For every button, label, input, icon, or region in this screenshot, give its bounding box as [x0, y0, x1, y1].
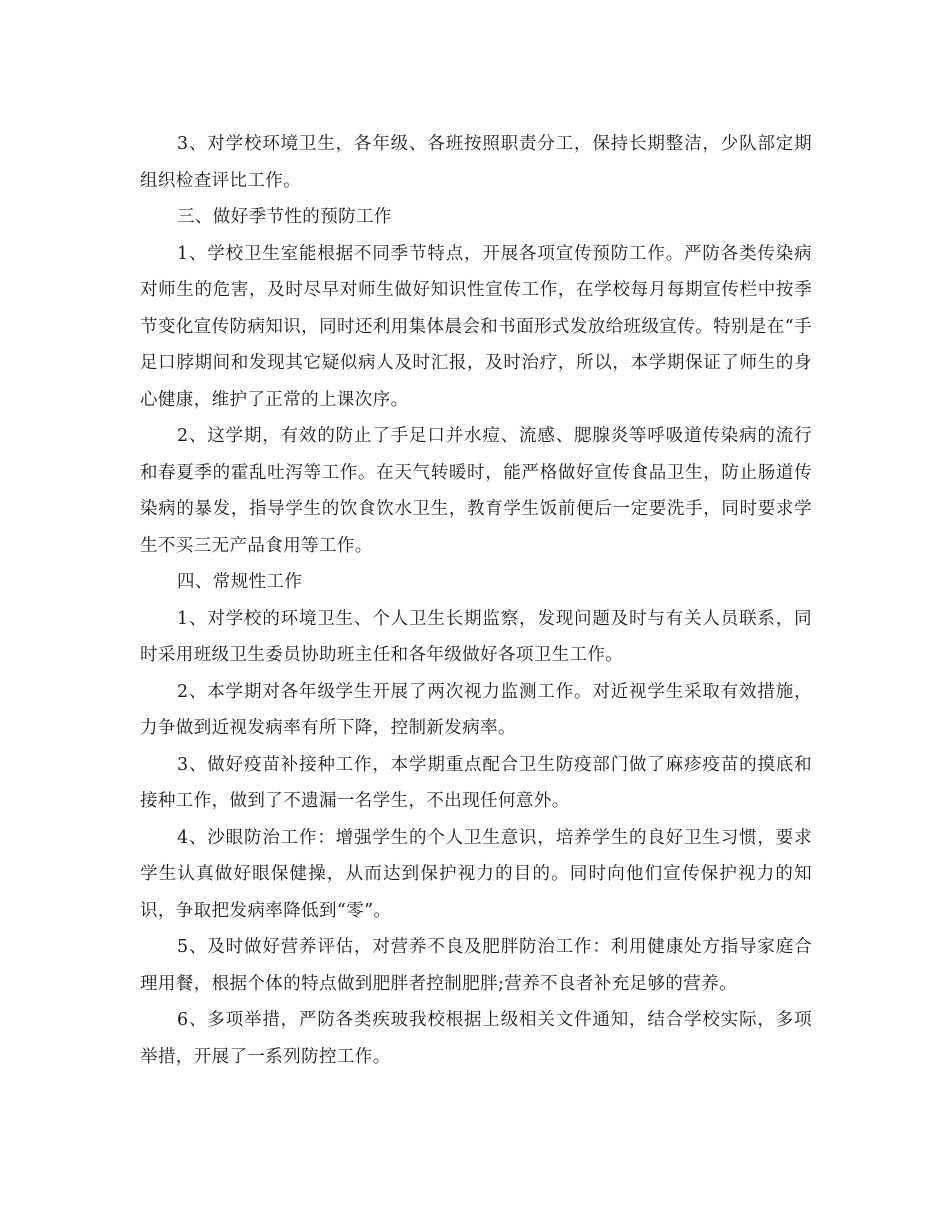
section-heading-routine-work: 四、常规性工作 — [177, 572, 303, 592]
section-heading-seasonal-prevention: 三、做好季节性的预防工作 — [177, 207, 392, 227]
paragraph-routine-supervision: 1、对学校的环境卫生、个人卫生长期监察，发现问题及时与有关人员联系，同时采用班级卫生委员协助班主任和各年级做好各项卫生工作。 — [140, 608, 812, 665]
paragraph-vaccination: 3、做好疫苗补接种工作，本学期重点配合卫生防疫部门做了麻疹疫苗的摸底和接种工作，做到了不遗漏一名学生，不出现任何意外。 — [140, 754, 812, 811]
paragraph-hygiene-environment: 3、对学校环境卫生，各年级、各班按照职责分工，保持长期整洁，少队部定期组织检查评比工作。 — [140, 134, 812, 191]
paragraph-multiple-measures: 6、多项举措，严防各类疾玻我校根据上级相关文件通知，结合学校实际，多项举措，开展了一系列防控工作。 — [140, 1010, 812, 1067]
paragraph-vision-monitoring: 2、本学期对各年级学生开展了两次视力监测工作。对近视学生采取有效措施，力争做到近视发病率有所下降，控制新发病率。 — [140, 681, 812, 738]
paragraph-nutrition-assessment: 5、及时做好营养评估，对营养不良及肥胖防治工作：利用健康处方指导家庭合理用餐，根据个体的特点做到肥胖者控制肥胖;营养不良者补充足够的营养。 — [140, 937, 812, 994]
paragraph-infectious-disease-prevention: 2、这学期，有效的防止了手足口并水痘、流感、腮腺炎等呼吸道传染病的流行和春夏季的霍乱吐泻等工作。在天气转暖时，能严格做好宣传食品卫生，防止肠道传染病的暴发，指导学生的饮食饮水卫生，教育学生饭前便后一定要洗手，同时要求学生不买三无产品食用等工作。 — [140, 426, 812, 556]
paragraph-trachoma-prevention: 4、沙眼防治工作：增强学生的个人卫生意识，培养学生的良好卫生习惯，要求学生认真做好眼保健操，从而达到保护视力的目的。同时向他们宣传保护视力的知识，争取把发病率降低到“零”。 — [140, 827, 812, 921]
paragraph-seasonal-publicity: 1、学校卫生室能根据不同季节特点，开展各项宣传预防工作。严防各类传染病对师生的危害，及时尽早对师生做好知识性宣传工作，在学校每月每期宣传栏中按季节变化宣传防病知识，同时还利用集体晨会和书面形式发放给班级宣传。特别是在“手足口脖期间和发现其它疑似病人及时汇报，及时治疗，所以，本学期保证了师生的身心健康，维护了正常的上课次序。 — [140, 243, 812, 410]
document-page — [140, 126, 812, 1075]
